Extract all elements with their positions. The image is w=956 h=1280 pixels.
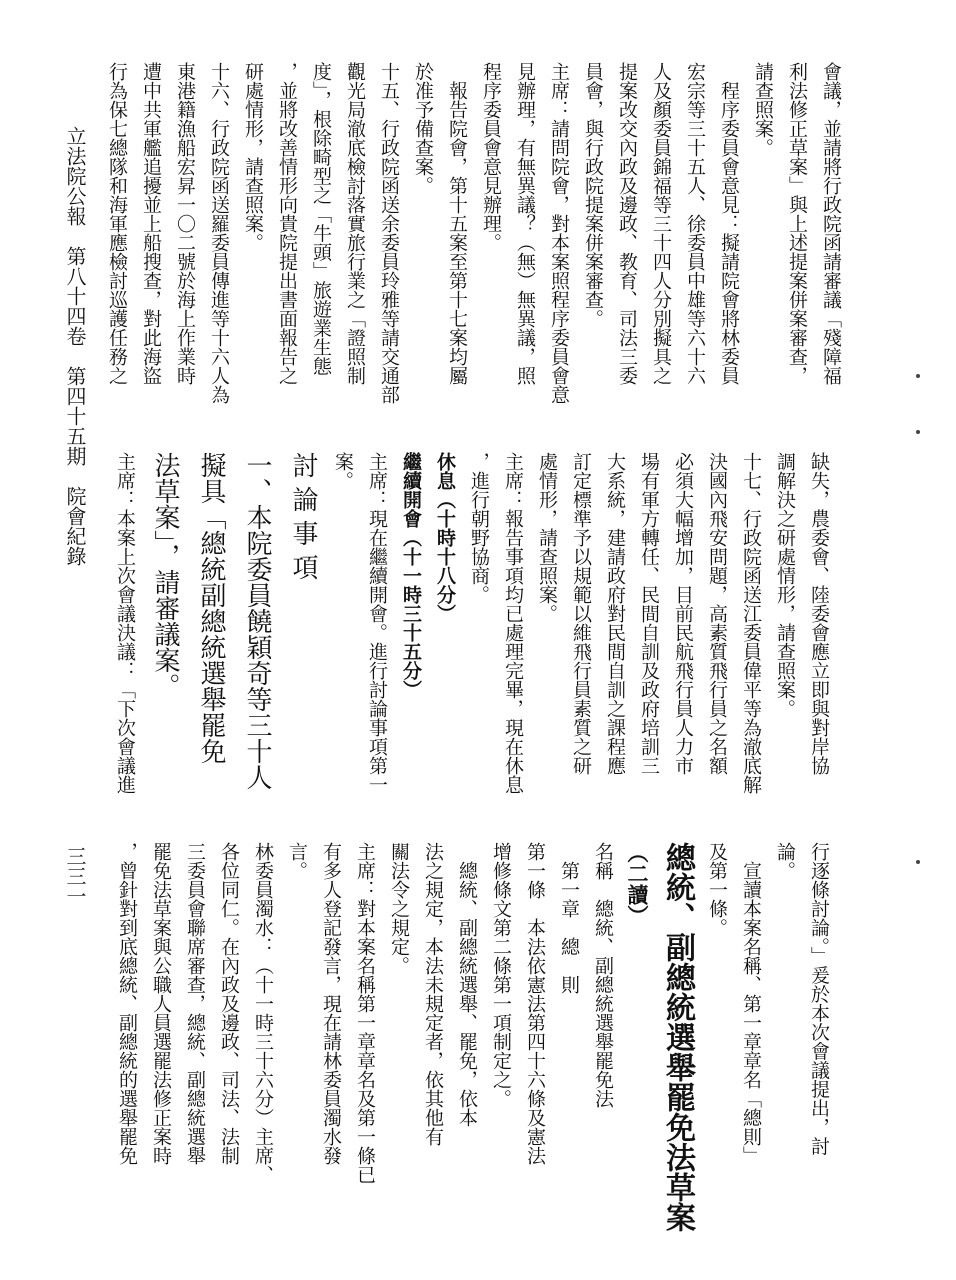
text-column: 大系統，建請政府對民間自訓之課程應	[604, 452, 626, 775]
text-column: 主席：請問院會，對本案照程序委員會意	[548, 62, 570, 404]
text-column: 研處情形，請查照案。	[242, 62, 264, 252]
text-column: （二讀）	[625, 842, 650, 926]
text-column: 場有軍方轉任、民間自訓及政府培訓三	[638, 452, 660, 775]
text-column: 遭中共軍艦追擾並上船搜查，對此海盜	[140, 62, 162, 385]
text-column: 關法令之規定。	[388, 842, 410, 975]
text-column: 休息（十時十八分）	[434, 452, 456, 623]
text-column: 程序委員會意見辦理。	[480, 62, 502, 252]
text-column: 繼續開會（十一時三十五分）	[400, 452, 422, 699]
text-column: 三委員會聯席審查，總統、副總統選舉	[184, 842, 206, 1165]
text-column: 見辦理，有無異議？（無）無異議，照	[514, 62, 536, 385]
text-column: ，並將改善情形向貴院提出書面報告之	[276, 62, 298, 385]
text-column: 增修條文第二條第一項制定之。	[490, 842, 512, 1108]
text-column: 東港籍漁船宏昇一〇二號於海上作業時	[174, 62, 196, 385]
text-column: 第一章 總 則	[558, 842, 580, 994]
text-column: 會議，並請將行政院函請審議「殘障福	[820, 62, 842, 385]
text-column: 法草案」，請審議案。	[150, 452, 180, 699]
text-column: 員會，與行政院提案併案審查。	[582, 62, 604, 328]
text-column: 主席：報告事項均已處理完畢，現在休息	[502, 452, 524, 794]
text-column: 及第一條。	[706, 842, 728, 937]
text-column: ，進行朝野協商。	[468, 452, 490, 604]
text-column: 總統、副總統選舉、罷免，依本	[456, 842, 478, 1127]
text-column: 十七、行政院函送江委員偉平等為澈底解	[740, 452, 762, 794]
text-column: 於准予備查案。	[412, 62, 434, 195]
margin-dot	[916, 430, 920, 434]
text-column: 一、本院委員饒穎奇等三十人	[242, 452, 272, 790]
text-column: 程序委員會意見：擬請院會將林委員	[718, 62, 740, 385]
text-column: 言。	[286, 842, 308, 880]
margin-dot	[916, 374, 920, 378]
text-column: 必須大幅增加，目前民航飛行員人力市	[672, 452, 694, 775]
section-heading: 討論事項	[288, 452, 318, 588]
text-column: 名稱 總統、副總統選舉罷免法	[592, 842, 614, 1108]
text-column: 主席：現在繼續開會。進行討論事項第一	[366, 452, 388, 794]
text-column: 處情形，請查照案。	[536, 452, 558, 623]
text-column: 度」，根除畸型之「牛頭」旅遊業生態	[310, 62, 332, 376]
text-column: 請查照案。	[752, 62, 774, 157]
text-column: 各位同仁。在內政及邊政、司法、法制	[218, 842, 240, 1165]
text-column: 行逐條討論。」爰於本次會議提出，討	[808, 842, 830, 1156]
text-column: 利法修正草案」與上述提案併案審查，	[786, 62, 808, 385]
text-column: 擬具「總統副總統選舉罷免	[196, 452, 226, 764]
text-column: 觀光局澈底檢討落實旅行業之「證照制	[344, 62, 366, 385]
bottom-text-band	[112, 842, 836, 1242]
text-column: 決國內飛安問題，高素質飛行員之名額	[706, 452, 728, 775]
text-column: 十六、行政院函送羅委員傳進等十六人為	[208, 62, 230, 404]
text-column: 宏宗等三十五人、徐委員中雄等六十六	[684, 62, 706, 385]
top-text-band	[92, 62, 848, 442]
text-column: 提案改交內政及邊政、教育、司法三委	[616, 62, 638, 385]
text-column: 罷免法草案與公職人員選罷法修正案時	[150, 842, 172, 1165]
page-number: 三三一	[63, 846, 87, 906]
document-title: 總統、副總統選舉罷免法草案	[660, 842, 695, 1232]
text-column: 林委員濁水：（十一時三十六分）主席、	[252, 842, 274, 1184]
text-column: 主席：對本案名稱第一章章名及第一條已	[354, 842, 376, 1184]
text-column: 主席：本案上次會議決議：「下次會議進	[114, 452, 136, 794]
margin-dot	[916, 860, 920, 864]
text-column: 論。	[774, 842, 796, 880]
text-column: 法之規定，本法未規定者，依其他有	[422, 842, 444, 1146]
text-column: 十五、行政院函送余委員玲雅等請交通部	[378, 62, 400, 404]
page-header: 立法院公報 第八十四卷 第四十五期 院會紀錄	[63, 126, 87, 566]
text-column: 報告院會，第十五案至第十七案均屬	[446, 62, 468, 385]
text-column: 調解決之研處情形，請查照案。	[774, 452, 796, 718]
middle-text-band	[112, 452, 836, 844]
text-column: 人及顏委員錦福等三十四人分別擬具之	[650, 62, 672, 385]
text-column: 第一條 本法依憲法第四十六條及憲法	[524, 842, 546, 1165]
text-column: 行為保七總隊和海軍應檢討巡護任務之	[106, 62, 128, 385]
text-column: 訂定標準予以規範以維飛行員素質之研	[570, 452, 592, 775]
text-column: 有多人登記發言，現在請林委員濁水發	[320, 842, 342, 1165]
text-column: 案。	[332, 452, 354, 490]
text-column: ，曾針對到底總統、副總統的選舉罷免	[116, 842, 138, 1165]
text-column: 宣讀本案名稱、第一章章名「總則」	[740, 842, 762, 1165]
text-column: 缺失，農委會、陸委會應立即與對岸協	[808, 452, 830, 775]
